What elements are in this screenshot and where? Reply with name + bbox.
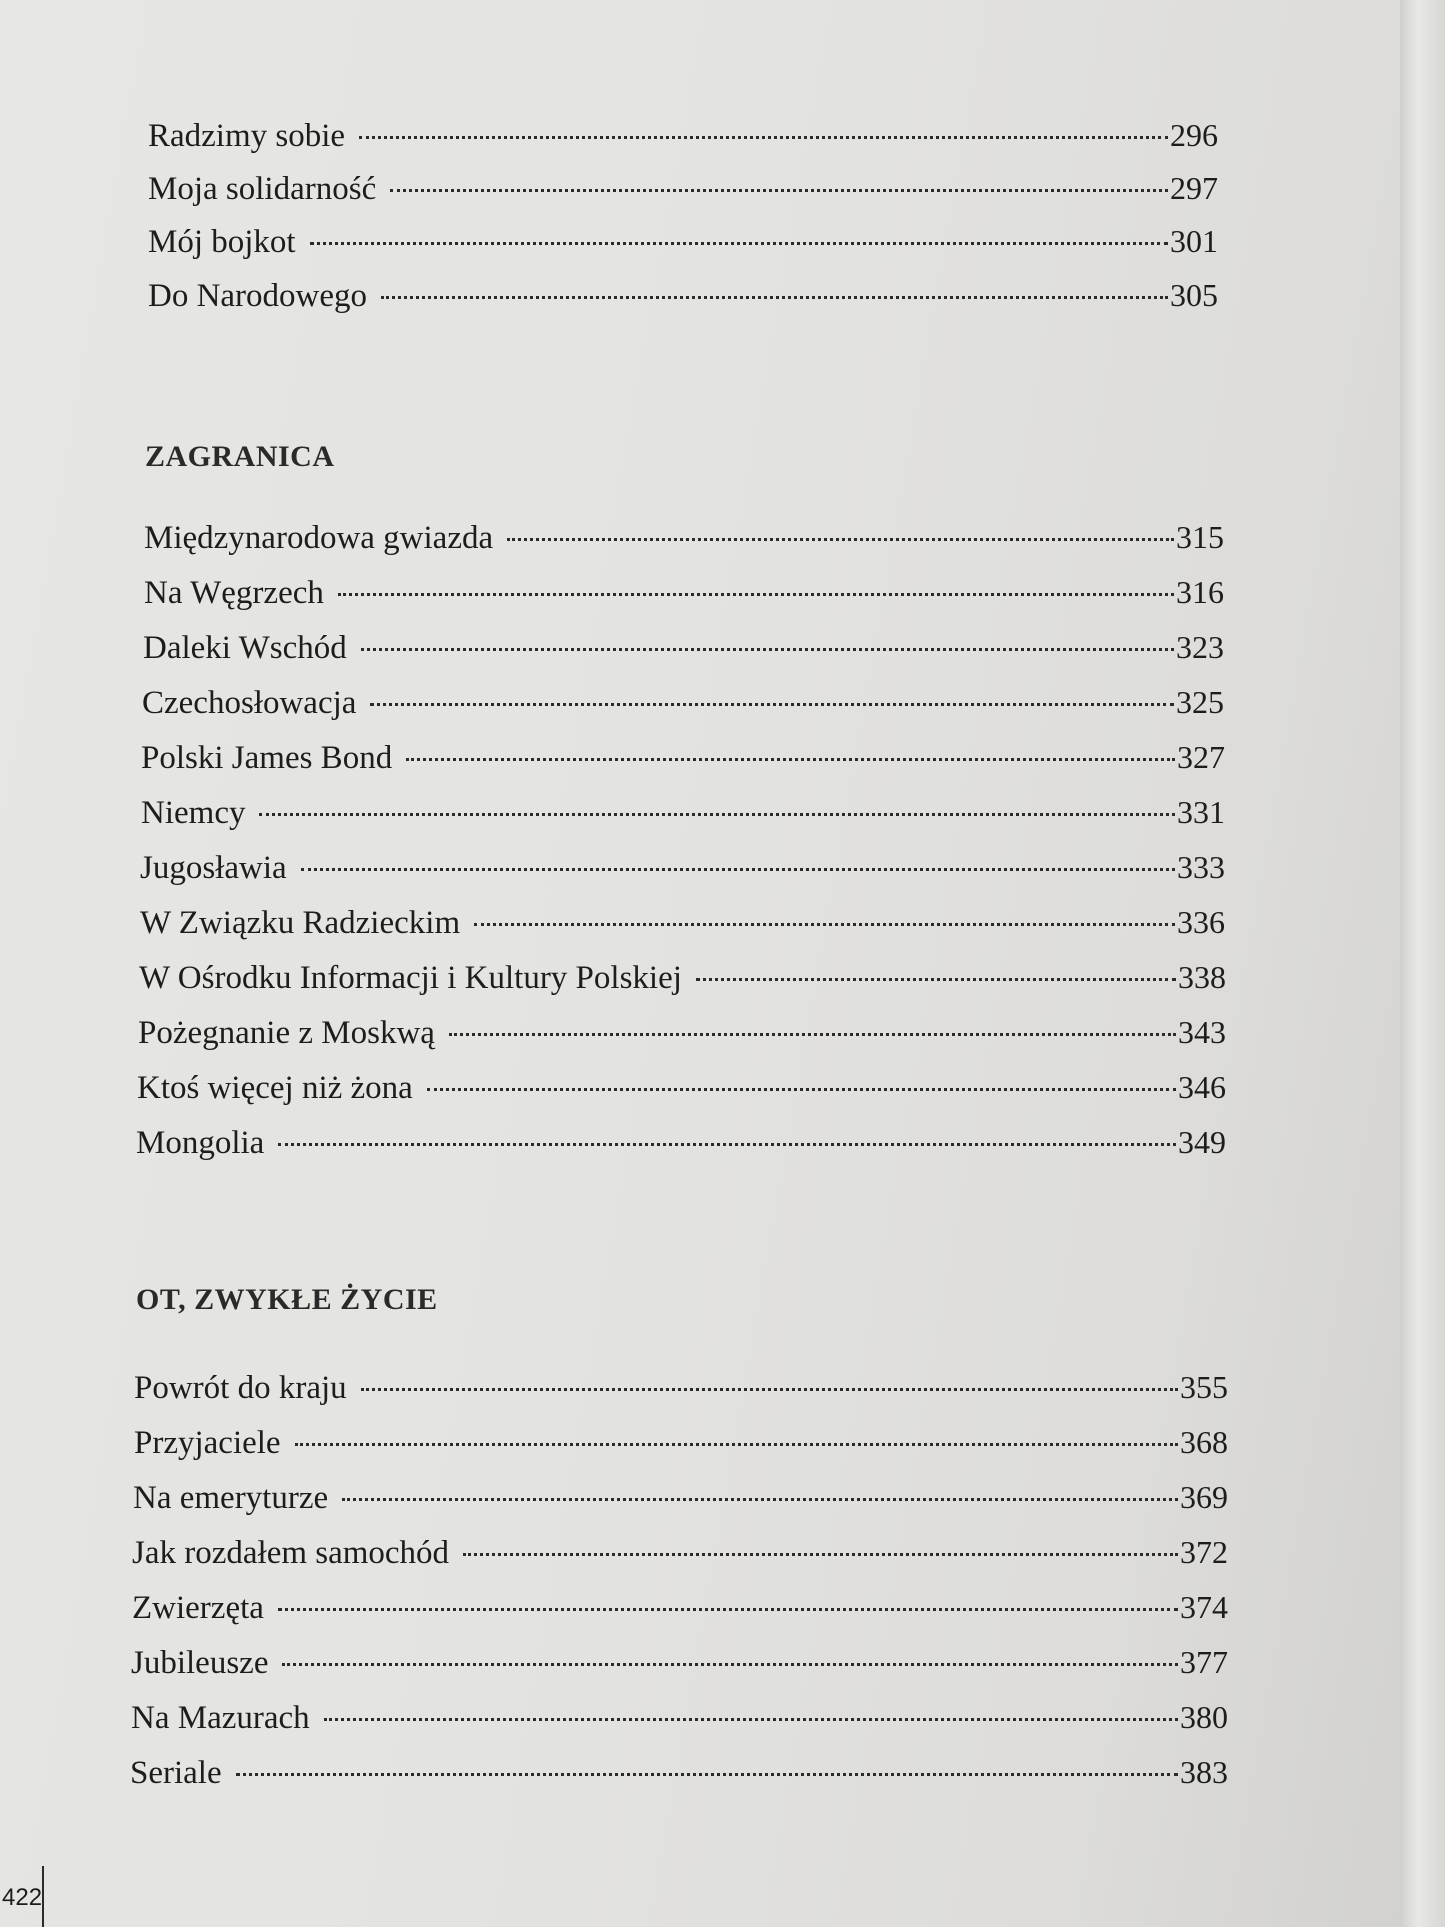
- toc-entry: [131, 1637, 1228, 1687]
- toc-entry-page: 316: [1176, 574, 1224, 610]
- toc-entry-page: 323: [1176, 629, 1224, 665]
- dot-leader: [696, 978, 1176, 981]
- section-heading: ZAGRANICA: [145, 440, 335, 473]
- toc-entry: [138, 1007, 1226, 1057]
- toc-entry-title: Międzynarodowa gwiazda: [144, 520, 494, 556]
- toc-entry: [139, 952, 1226, 1002]
- toc-entry-page: 346: [1178, 1069, 1226, 1105]
- dot-leader: [370, 703, 1174, 706]
- toc-entry: [136, 1117, 1226, 1167]
- toc-entry: [134, 1362, 1228, 1412]
- toc-entry-page: 368: [1180, 1424, 1228, 1460]
- toc-entry-page: 305: [1170, 277, 1218, 313]
- toc-entry-title: Daleki Wschód: [143, 630, 347, 666]
- dot-leader: [338, 593, 1174, 596]
- toc-entry: [134, 1417, 1228, 1467]
- toc-entry-title: Mój bojkot: [148, 224, 296, 260]
- toc-entry: [148, 163, 1218, 213]
- toc-entry-title: Na Węgrzech: [144, 575, 324, 611]
- toc-entry: [148, 216, 1218, 266]
- dot-leader: [282, 1663, 1178, 1666]
- toc-entry-title: W Ośrodku Informacji i Kultury Polskiej: [139, 960, 682, 996]
- toc-entry: [148, 270, 1218, 320]
- toc-entry: [140, 842, 1225, 892]
- dot-leader: [406, 758, 1175, 761]
- toc-entry: [144, 567, 1224, 617]
- toc-entry-page: 336: [1177, 904, 1225, 940]
- toc-entry-page: 331: [1177, 794, 1225, 830]
- toc-entry: [140, 897, 1225, 947]
- folio-rule: [42, 1866, 44, 1927]
- toc-entry-title: Mongolia: [136, 1125, 265, 1161]
- toc-entry: [137, 1062, 1226, 1112]
- toc-entry-page: 383: [1180, 1754, 1228, 1790]
- dot-leader: [359, 136, 1168, 139]
- dot-leader: [236, 1773, 1178, 1776]
- toc-entry: [144, 512, 1224, 562]
- toc-entry-title: Do Narodowego: [148, 278, 368, 314]
- toc-entry: [132, 1582, 1228, 1632]
- toc-entry-title: Niemcy: [141, 795, 246, 831]
- dot-leader: [390, 189, 1168, 192]
- toc-entry-title: Polski James Bond: [141, 740, 393, 776]
- toc-entry-page: 369: [1180, 1479, 1228, 1515]
- dot-leader: [278, 1143, 1176, 1146]
- toc-entry-page: 374: [1180, 1589, 1228, 1625]
- toc-entry-title: Moja solidarność: [148, 171, 377, 207]
- dot-leader: [278, 1608, 1178, 1611]
- dot-leader: [295, 1443, 1178, 1446]
- toc-entry: [131, 1692, 1228, 1742]
- toc-entry: [142, 677, 1224, 727]
- toc-entry-page: 377: [1180, 1644, 1228, 1680]
- dot-leader: [324, 1718, 1178, 1721]
- toc-entry-title: Na emeryturze: [133, 1480, 329, 1516]
- dot-leader: [474, 923, 1175, 926]
- dot-leader: [381, 296, 1168, 299]
- toc-entry-title: Pożegnanie z Moskwą: [138, 1015, 435, 1051]
- dot-leader: [361, 648, 1174, 651]
- dot-leader: [427, 1088, 1176, 1091]
- toc-entry: [141, 732, 1225, 782]
- toc-entry-title: Czechosłowacja: [142, 685, 357, 721]
- toc-entry-page: 333: [1177, 849, 1225, 885]
- toc-entry-title: Jak rozdałem samochód: [132, 1535, 450, 1571]
- dot-leader: [259, 813, 1175, 816]
- toc-entry-page: 327: [1177, 739, 1225, 775]
- toc-entry-page: 315: [1176, 519, 1224, 555]
- dot-leader: [310, 242, 1168, 245]
- section-heading: OT, ZWYKŁE ŻYCIE: [136, 1283, 438, 1316]
- toc-entry-page: 380: [1180, 1699, 1228, 1735]
- dot-leader: [463, 1553, 1178, 1556]
- toc-entry-title: W Związku Radzieckim: [140, 905, 461, 941]
- toc-entry-page: 349: [1178, 1124, 1226, 1160]
- toc-entry-page: 372: [1180, 1534, 1228, 1570]
- toc-entry: [130, 1747, 1228, 1797]
- toc-entry-page: 325: [1176, 684, 1224, 720]
- dot-leader: [449, 1033, 1176, 1036]
- toc-entry-title: Ktoś więcej niż żona: [137, 1070, 413, 1106]
- page-number: 422: [2, 1884, 43, 1911]
- toc-entry-page: 343: [1178, 1014, 1226, 1050]
- toc-entry-page: 296: [1170, 117, 1218, 153]
- toc-entry-title: Jubileusze: [131, 1645, 269, 1681]
- toc-entry-title: Na Mazurach: [131, 1700, 310, 1736]
- toc-entry: [148, 110, 1218, 160]
- toc-entry: [132, 1527, 1228, 1577]
- toc-entry-title: Radzimy sobie: [148, 118, 346, 154]
- toc-entry-title: Jugosławia: [140, 850, 287, 886]
- toc-entry-title: Zwierzęta: [132, 1590, 264, 1626]
- toc-entry: [143, 622, 1224, 672]
- dot-leader: [361, 1388, 1178, 1391]
- toc-entry-page: 338: [1178, 959, 1226, 995]
- toc-entry: [133, 1472, 1228, 1522]
- dot-leader: [342, 1498, 1178, 1501]
- dot-leader: [507, 538, 1174, 541]
- toc-entry-title: Powrót do kraju: [134, 1370, 347, 1406]
- dot-leader: [301, 868, 1175, 871]
- toc-entry-page: 297: [1170, 170, 1218, 206]
- toc-entry-page: 355: [1180, 1369, 1228, 1405]
- toc-entry-title: Seriale: [130, 1755, 222, 1791]
- toc-entry-page: 301: [1170, 223, 1218, 259]
- toc-entry: [141, 787, 1225, 837]
- toc-entry-title: Przyjaciele: [134, 1425, 281, 1461]
